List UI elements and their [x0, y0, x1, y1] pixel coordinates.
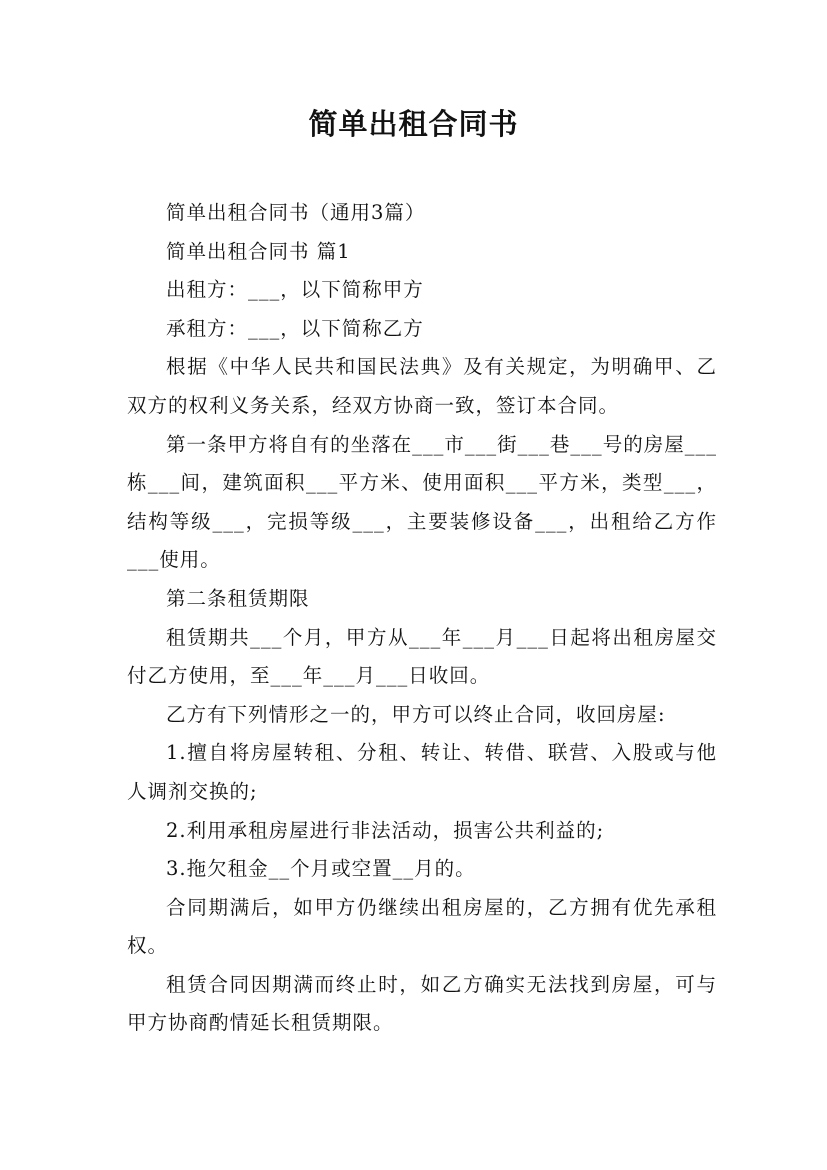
paragraph-termination-item-2: 2.利用承租房屋进行非法活动，损害公共利益的; [166, 818, 605, 842]
paragraph-termination-intro: 乙方有下列情形之一的，甲方可以终止合同，收回房屋: [166, 702, 666, 726]
paragraph-renewal-priority: 合同期满后，如甲方仍继续出租房屋的，乙方拥有优先承租权。 [127, 895, 717, 958]
paragraph-lease-term: 租赁期共___个月，甲方从___年___月___日起将出租房屋交付乙方使用，至___年___月___日收回。 [127, 625, 717, 688]
paragraph-lessor: 出租方：___，以下简称甲方 [166, 278, 424, 302]
paragraph-section-heading: 简单出租合同书 篇1 [166, 239, 351, 263]
paragraph-extension: 租赁合同因期满而终止时，如乙方确实无法找到房屋，可与甲方协商酌情延长租赁期限。 [127, 972, 717, 1035]
paragraph-subtitle: 简单出租合同书（通用3篇） [166, 201, 426, 224]
paragraph-article-1: 第一条甲方将自有的坐落在___市___街___巷___号的房屋___栋___间，建筑面积___平方米、使用面积___平方米，类型___，结构等级___，完损等级___，主要装修设备___，出租给乙方作___使用。 [127, 432, 717, 572]
document-title: 简单出租合同书 [308, 107, 519, 141]
paragraph-termination-item-1: 1.擅自将房屋转租、分租、转让、转借、联营、入股或与他人调剂交换的; [127, 741, 717, 803]
document-body [127, 194, 717, 1043]
paragraph-termination-item-3: 3.拖欠租金__个月或空置__月的。 [166, 857, 476, 881]
paragraph-article-2-heading: 第二条租赁期限 [166, 586, 310, 610]
paragraph-preamble: 根据《中华人民共和国民法典》及有关规定，为明确甲、乙双方的权利义务关系，经双方协商一致，签订本合同。 [127, 355, 717, 417]
paragraph-lessee: 承租方：___，以下简称乙方 [166, 316, 424, 340]
